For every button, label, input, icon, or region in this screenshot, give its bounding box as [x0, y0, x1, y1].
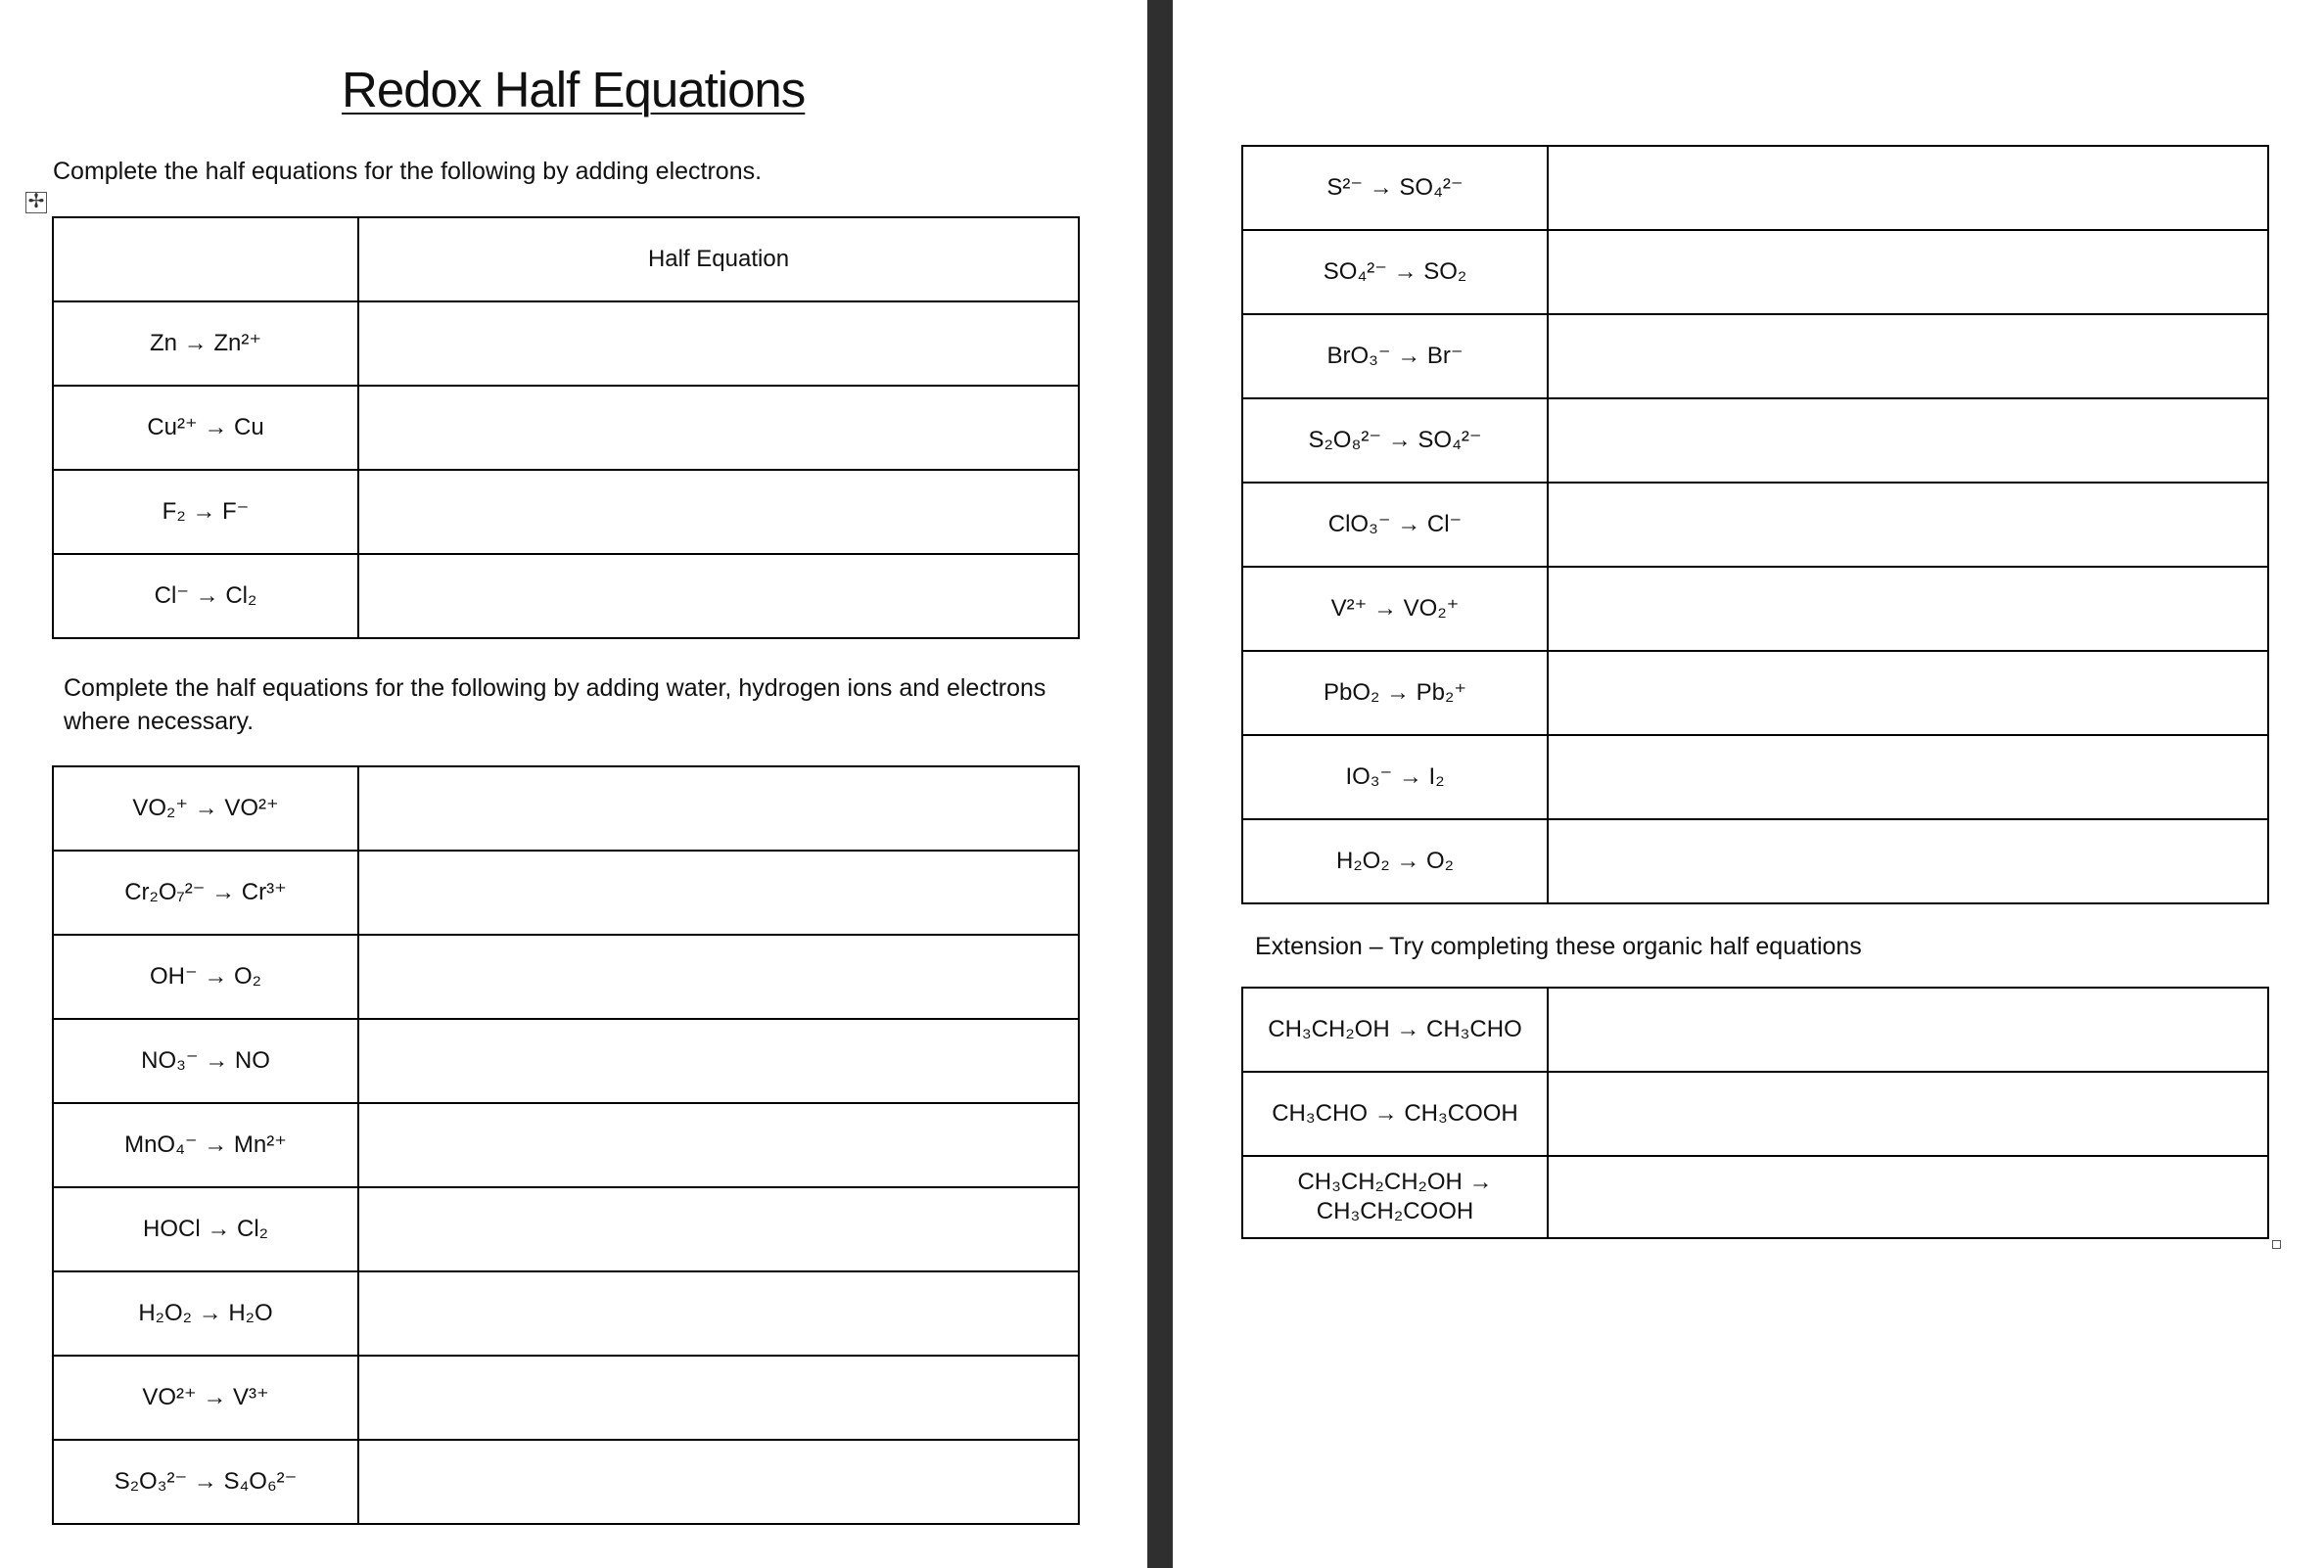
species-cell: H₂O₂ → O₂	[1242, 819, 1548, 903]
species-cell: S₂O₈²⁻ → SO₄²⁻	[1242, 398, 1548, 483]
species-cell: ClO₃⁻ → Cl⁻	[1242, 483, 1548, 567]
species-cell: S₂O₃²⁻ → S₄O₆²⁻	[53, 1440, 358, 1524]
table-header-row	[53, 217, 1079, 301]
table-water-hydrogen	[52, 765, 1080, 1525]
species-cell: S²⁻ → SO₄²⁻	[1242, 146, 1548, 230]
answer-cell[interactable]	[358, 554, 1079, 638]
table-row	[1242, 567, 2268, 651]
species-cell: Cl⁻ → Cl₂	[53, 554, 358, 638]
answer-cell[interactable]	[1548, 651, 2268, 735]
answer-cell[interactable]	[1548, 567, 2268, 651]
species-cell: Cu²⁺ → Cu	[53, 386, 358, 470]
instruction-extension: Extension – Try completing these organic half equations	[1255, 933, 1862, 960]
species-cell: F₂ → F⁻	[53, 470, 358, 554]
answer-cell[interactable]	[358, 301, 1079, 386]
header-cell-species	[53, 217, 358, 301]
answer-cell[interactable]	[358, 1356, 1079, 1440]
answer-cell[interactable]	[358, 386, 1079, 470]
table-row	[53, 1103, 1079, 1187]
answer-cell[interactable]	[1548, 819, 2268, 903]
table-row	[53, 1019, 1079, 1103]
species-cell: Cr₂O₇²⁻ → Cr³⁺	[53, 851, 358, 935]
species-cell: IO₃⁻ → I₂	[1242, 735, 1548, 819]
table-row	[1242, 735, 2268, 819]
answer-cell[interactable]	[1548, 1156, 2268, 1238]
instruction-water-hydrogen: Complete the half equations for the following by adding water, hydrogen ions and electrons where necessary.	[64, 674, 1046, 735]
table-row	[53, 1440, 1079, 1524]
instruction-electrons: Complete the half equations for the following by adding electrons.	[53, 158, 763, 185]
table-row	[1242, 651, 2268, 735]
page-separator	[1147, 0, 1173, 1568]
table-row	[53, 301, 1079, 386]
table-row	[1242, 483, 2268, 567]
species-cell: SO₄²⁻ → SO₂	[1242, 230, 1548, 314]
species-cell: OH⁻ → O₂	[53, 935, 358, 1019]
table-row	[1242, 1072, 2268, 1156]
answer-cell[interactable]	[1548, 314, 2268, 398]
answer-cell[interactable]	[358, 1187, 1079, 1271]
answer-cell[interactable]	[358, 1103, 1079, 1187]
answer-cell[interactable]	[1548, 146, 2268, 230]
species-cell: PbO₂ → Pb₂⁺	[1242, 651, 1548, 735]
table-row	[1242, 398, 2268, 483]
answer-cell[interactable]	[1548, 483, 2268, 567]
answer-cell[interactable]	[1548, 1072, 2268, 1156]
table-electrons	[52, 216, 1080, 639]
answer-cell[interactable]	[358, 470, 1079, 554]
table-row	[53, 470, 1079, 554]
page-right	[1173, 0, 2324, 1568]
answer-cell[interactable]	[358, 935, 1079, 1019]
table-row	[53, 1356, 1079, 1440]
answer-cell[interactable]	[358, 766, 1079, 851]
species-cell: H₂O₂ → H₂O	[53, 1271, 358, 1356]
species-cell: VO₂⁺ → VO²⁺	[53, 766, 358, 851]
species-cell: CH₃CHO → CH₃COOH	[1242, 1072, 1548, 1156]
table-row	[53, 554, 1079, 638]
species-cell: NO₃⁻ → NO	[53, 1019, 358, 1103]
species-cell: MnO₄⁻ → Mn²⁺	[53, 1103, 358, 1187]
answer-cell[interactable]	[1548, 735, 2268, 819]
species-cell: V²⁺ → VO₂⁺	[1242, 567, 1548, 651]
table-row	[53, 1271, 1079, 1356]
table-row	[1242, 146, 2268, 230]
header-cell-half-equation: Half Equation	[358, 217, 1079, 301]
page-left	[0, 0, 1147, 1568]
species-cell: CH₃CH₂CH₂OH → CH₃CH₂COOH	[1242, 1156, 1548, 1238]
table-row	[53, 851, 1079, 935]
table-row	[53, 1187, 1079, 1271]
answer-cell[interactable]	[1548, 988, 2268, 1072]
answer-cell[interactable]	[358, 851, 1079, 935]
page-title: Redox Half Equations	[342, 62, 806, 117]
species-cell: BrO₃⁻ → Br⁻	[1242, 314, 1548, 398]
table-row	[1242, 230, 2268, 314]
table-row	[53, 935, 1079, 1019]
answer-cell[interactable]	[358, 1019, 1079, 1103]
species-cell: Zn → Zn²⁺	[53, 301, 358, 386]
table-organic-half-equations	[1241, 987, 2269, 1239]
table-row	[53, 386, 1079, 470]
answer-cell[interactable]	[358, 1271, 1079, 1356]
table-row	[1242, 1156, 2268, 1238]
answer-cell[interactable]	[1548, 230, 2268, 314]
species-cell: HOCl → Cl₂	[53, 1187, 358, 1271]
species-cell: CH₃CH₂OH → CH₃CHO	[1242, 988, 1548, 1072]
table-row	[1242, 988, 2268, 1072]
resize-handle-icon[interactable]	[2272, 1240, 2281, 1249]
table-row	[1242, 819, 2268, 903]
answer-cell[interactable]	[358, 1440, 1079, 1524]
table-row	[1242, 314, 2268, 398]
move-handle-icon[interactable]: ✢	[25, 192, 47, 213]
answer-cell[interactable]	[1548, 398, 2268, 483]
species-cell: VO²⁺ → V³⁺	[53, 1356, 358, 1440]
table-more-half-equations	[1241, 145, 2269, 904]
table-row	[53, 766, 1079, 851]
